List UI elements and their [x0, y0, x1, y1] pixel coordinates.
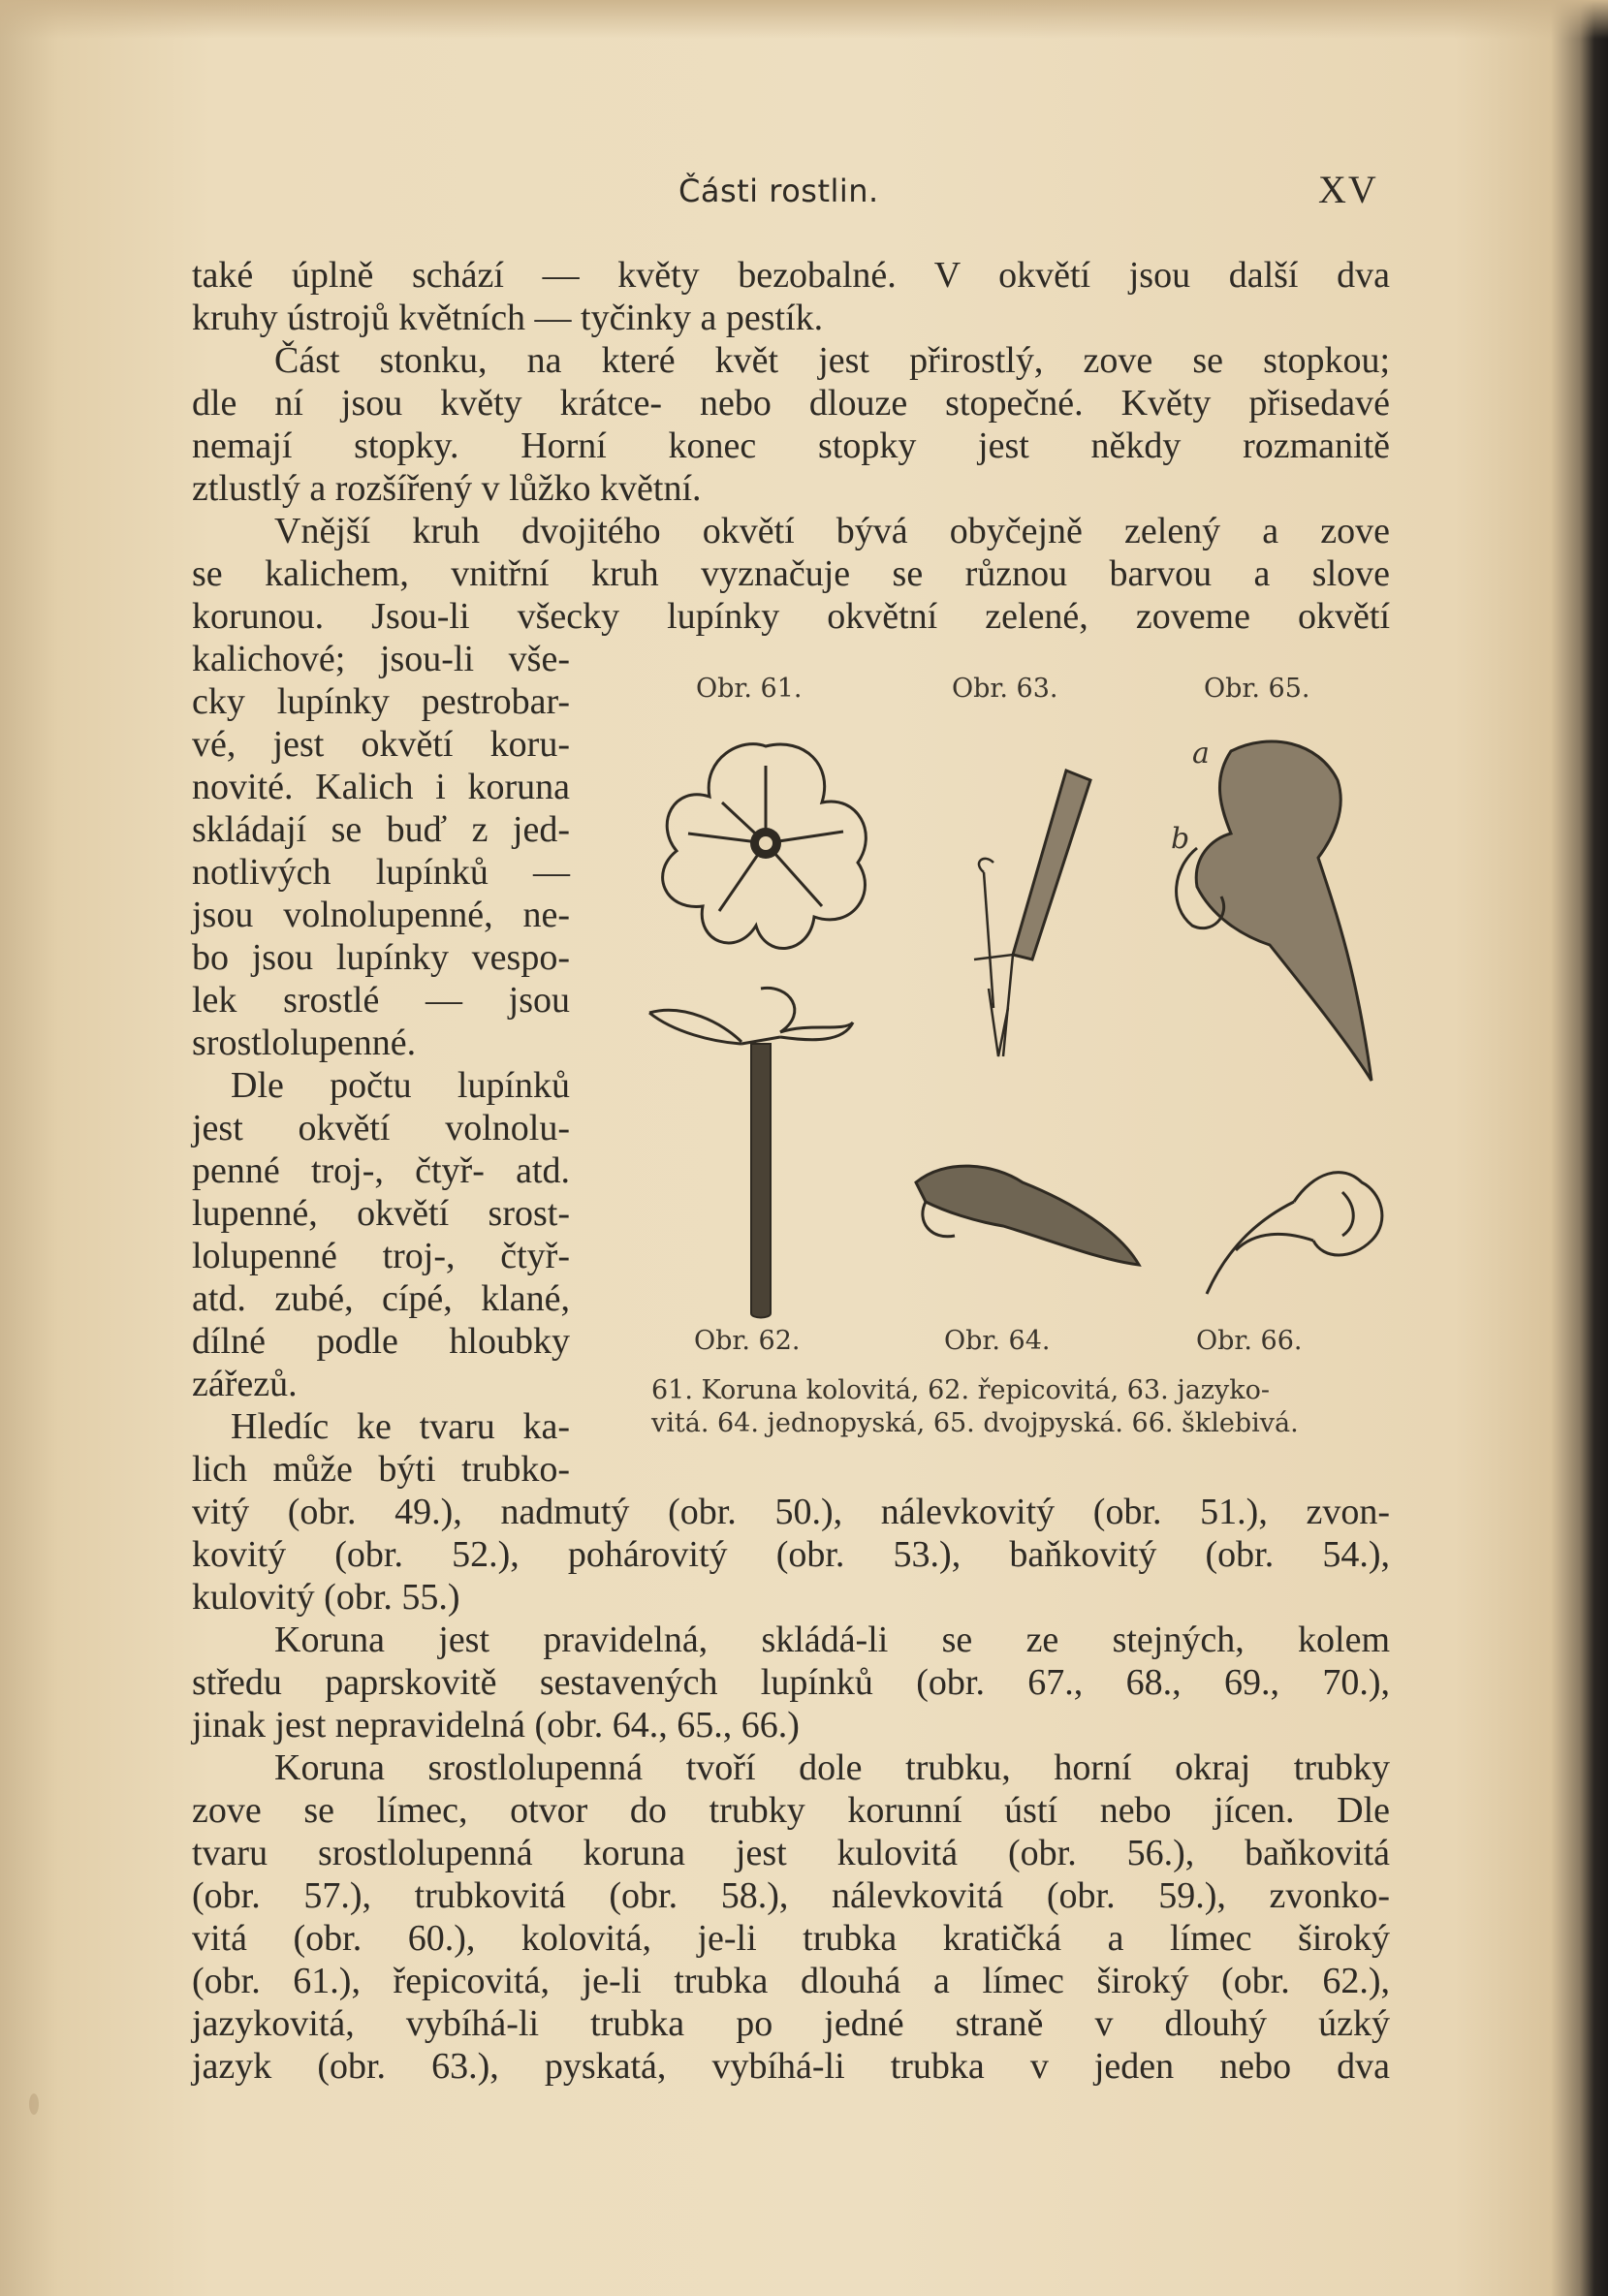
text-line: vé, jest okvětí koru-	[192, 724, 570, 765]
one-lipped-corolla-drawing	[906, 1153, 1149, 1279]
ringent-corolla-drawing	[1197, 1153, 1391, 1299]
text-line: atd. zubé, cípé, klané,	[192, 1278, 570, 1319]
figure-label-63: Obr. 63.	[952, 674, 1058, 704]
text-line: vitý (obr. 49.), nadmutý (obr. 50.), nálevkovitý (obr. 51.), zvon-	[192, 1492, 1390, 1532]
text-line: novité. Kalich i koruna	[192, 767, 570, 807]
page-edge-shadow	[0, 0, 1608, 39]
text-line: penné troj-, čtyř- atd.	[192, 1150, 570, 1191]
text-line: Vnější kruh dvojitého okvětí bývá obyčejně zelený a zove	[274, 511, 1390, 551]
text-line: tvaru srostlolupenná koruna jest kulovitá (obr. 56.), baňkovitá	[192, 1833, 1390, 1873]
text-line: jsou volnolupenné, ne-	[192, 895, 570, 935]
text-line: Hledíc ke tvaru ka-	[231, 1406, 570, 1447]
text-line: cky lupínky pestrobar-	[192, 681, 570, 722]
figure-label-62: Obr. 62.	[694, 1326, 801, 1356]
ligulate-corolla-drawing	[955, 766, 1100, 1076]
text-line: lek srostlé — jsou	[192, 980, 570, 1021]
text-line: jinak jest nepravidelná (obr. 64., 65., 66.)	[192, 1705, 800, 1746]
text-line: skládají se buď z jed-	[192, 809, 570, 850]
text-line: lupenné, okvětí srost-	[192, 1193, 570, 1234]
text-line: lolupenné troj-, čtyř-	[192, 1236, 570, 1276]
text-line: kovitý (obr. 52.), pohárovitý (obr. 53.), baňkovitý (obr. 54.),	[192, 1534, 1390, 1575]
running-title: Části rostlin.	[678, 173, 879, 209]
text-line: srostlolupenné.	[192, 1022, 417, 1063]
text-line: Koruna jest pravidelná, skládá-li se ze stejných, kolem	[274, 1620, 1390, 1660]
text-line: středu paprskovitě sestavených lupínků (obr. 67., 68., 69., 70.),	[192, 1662, 1390, 1703]
text-line: jest okvětí volnolu-	[192, 1108, 570, 1148]
two-lipped-corolla-drawing	[1153, 722, 1386, 1090]
page-number: XV	[1318, 168, 1378, 211]
text-line: vitá (obr. 60.), kolovitá, je-li trubka kratičká a límec široký	[192, 1918, 1390, 1959]
text-line: kalichové; jsou-li vše-	[192, 639, 570, 679]
mark-a: a	[1192, 737, 1210, 771]
running-header	[0, 167, 1608, 215]
text-line: Část stonku, na které květ jest přirostlý, zove se stopkou;	[274, 340, 1390, 381]
text-line: zářezů.	[192, 1364, 298, 1404]
salver-corolla-drawing	[645, 984, 858, 1323]
text-line: jazyk (obr. 63.), pyskatá, vybíhá-li trubka v jeden nebo dva	[192, 2046, 1390, 2087]
text-line: lich může býti trubko-	[192, 1449, 570, 1490]
text-line: kruhy ústrojů květních — tyčinky a pestík.	[192, 298, 824, 338]
figure-label-61: Obr. 61.	[696, 674, 803, 704]
text-line: (obr. 61.), řepicovitá, je-li trubka dlouhá a límec široký (obr. 62.),	[192, 1961, 1390, 2001]
text-line: také úplně schází — květy bezobalné. V okvětí jsou další dva	[192, 255, 1390, 296]
ink-stain	[29, 2093, 39, 2115]
text-line: korunou. Jsou-li všecky lupínky okvětní zelené, zoveme okvětí	[192, 596, 1390, 637]
wheel-corolla-drawing	[649, 727, 882, 959]
text-line: se kalichem, vnitřní kruh vyznačuje se různou barvou a slove	[192, 553, 1390, 594]
text-line: kulovitý (obr. 55.)	[192, 1577, 460, 1618]
text-line: (obr. 57.), trubkovitá (obr. 58.), nálevkovitá (obr. 59.), zvonko-	[192, 1875, 1390, 1916]
text-line: dílné podle hloubky	[192, 1321, 570, 1362]
text-line: ztlustlý a rozšířený v lůžko květní.	[192, 468, 702, 509]
mark-b: b	[1171, 822, 1190, 856]
text-line: zove se límec, otvor do trubky korunní ústí nebo jícen. Dle	[192, 1790, 1390, 1831]
text-line: notlivých lupínků —	[192, 852, 570, 893]
figure-label-65: Obr. 65.	[1204, 674, 1310, 704]
text-line: jazykovitá, vybíhá-li trubka po jedné straně v dlouhý úzký	[192, 2003, 1390, 2044]
text-line: Koruna srostlolupenná tvoří dole trubku, horní okraj trubky	[274, 1747, 1390, 1788]
text-line: Dle počtu lupínků	[231, 1065, 570, 1106]
text-line: bo jsou lupínky vespo-	[192, 937, 570, 978]
figure-caption-line: 61. Koruna kolovitá, 62. řepicovitá, 63. jazyko-	[651, 1375, 1271, 1405]
text-line: nemají stopky. Horní konec stopky jest někdy rozmanitě	[192, 425, 1390, 466]
figure-caption-line: vitá. 64. jednopyská, 65. dvojpyská. 66. šklebivá.	[651, 1408, 1299, 1438]
figure-label-66: Obr. 66.	[1196, 1326, 1303, 1356]
figure-label-64: Obr. 64.	[944, 1326, 1051, 1356]
text-line: dle ní jsou květy krátce- nebo dlouze stopečné. Květy přisedavé	[192, 383, 1390, 424]
